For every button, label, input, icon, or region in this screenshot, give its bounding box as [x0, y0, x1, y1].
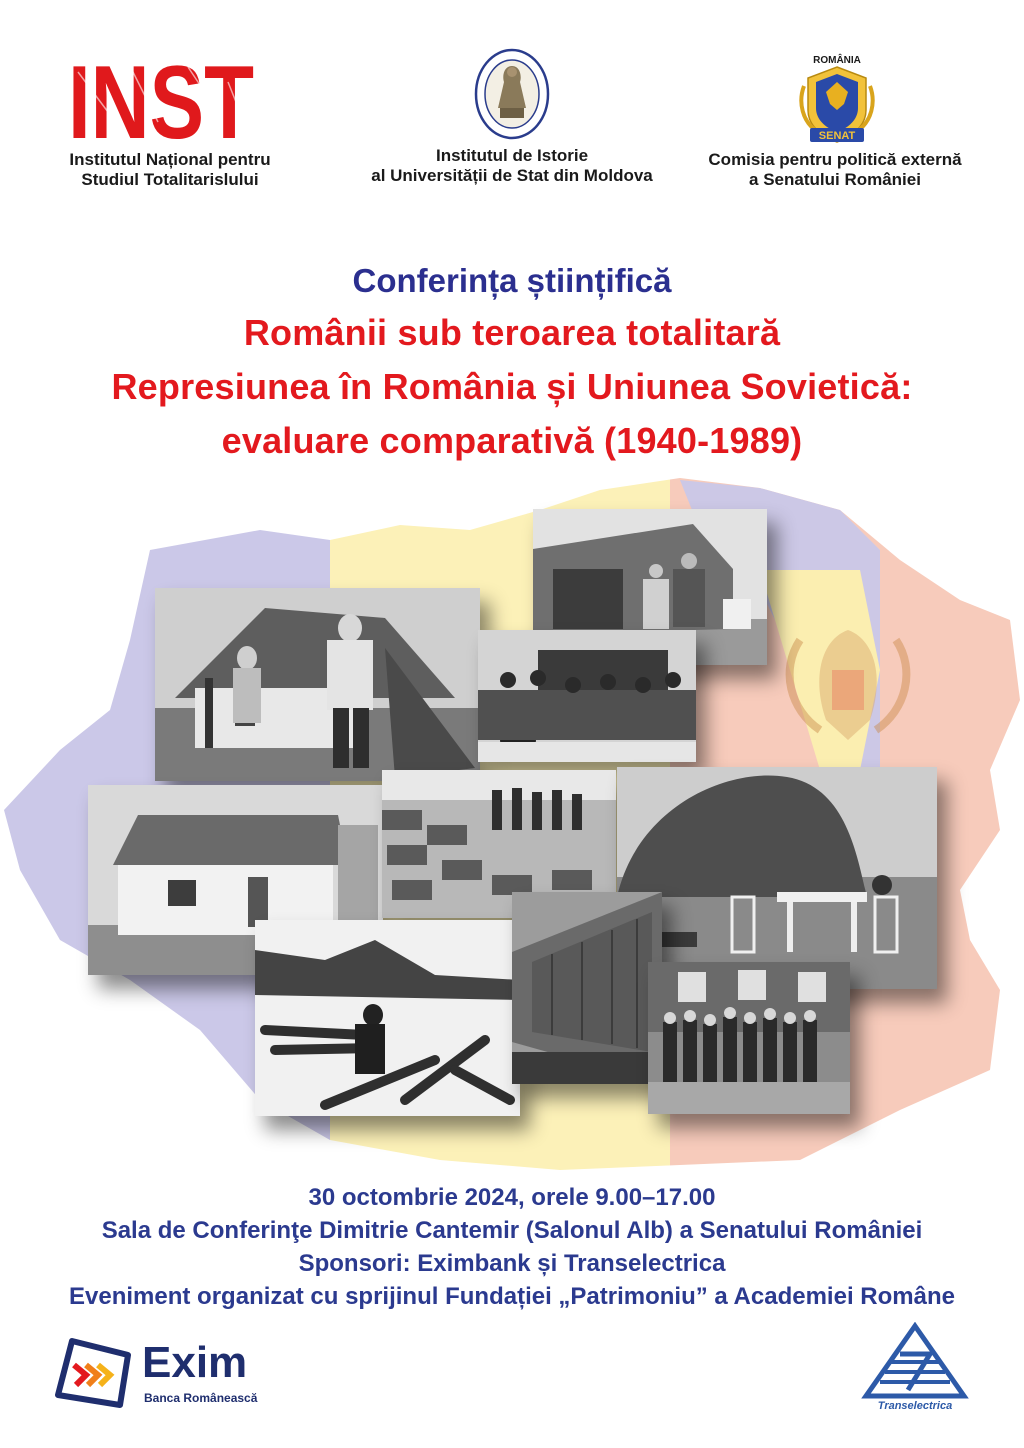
- exim-brand-subtitle: Banca Românească: [144, 1391, 258, 1405]
- photo-railway-wagons: [512, 892, 662, 1084]
- svg-text:INST: INST: [68, 52, 254, 144]
- event-support: Eveniment organizat cu sprijinul Fundației „Patrimoniu” a Academiei Române: [69, 1283, 955, 1310]
- event-date: 30 octombrie 2024, orele 9.00–17.00: [308, 1184, 716, 1211]
- partner-inst-line2: Studiul Totalitarislului: [81, 170, 259, 189]
- conference-title-line2: Represiunea în România și Uniunea Sovietică:: [111, 366, 913, 407]
- event-sponsors: Sponsori: Eximbank și Transelectrica: [298, 1250, 726, 1277]
- exim-brand-name: Exim: [142, 1338, 248, 1387]
- inst-logo-graphic: [68, 52, 258, 144]
- senat-logo: [796, 52, 878, 146]
- exim-logo: [52, 1337, 272, 1409]
- transelectrica-triangle-icon: [860, 1322, 970, 1400]
- photo-group-with-car: [478, 630, 696, 762]
- svg-text:SENAT: SENAT: [818, 130, 856, 142]
- partner-senate-line1: Comisia pentru politică externă: [708, 150, 962, 169]
- partner-university-line2: al Universității de Stat din Moldova: [371, 166, 653, 185]
- event-venue: Sala de Conferinţe Dimitrie Cantemir (Salonul Alb) a Senatului României: [101, 1217, 923, 1244]
- transelectrica-name: Transelectrica: [877, 1400, 953, 1412]
- partner-university-line1: Institutul de Istorie: [435, 146, 589, 165]
- logo-inst: [68, 52, 258, 144]
- photo-logging-in-snow: [255, 920, 520, 1116]
- photo-deportees-by-hut: [155, 588, 480, 781]
- partner-inst-name: [40, 150, 300, 190]
- university-seal-logo: [474, 48, 550, 140]
- conference-title-line1: Românii sub teroarea totalitară: [243, 312, 781, 353]
- partner-inst-line1: Institutul Național pentru: [69, 150, 271, 169]
- conference-kicker: Conferința științifică: [352, 262, 672, 299]
- partner-university-name: [352, 146, 672, 186]
- svg-text:ROMÂNIA: ROMÂNIA: [813, 55, 861, 66]
- partner-senate-name: [680, 150, 990, 190]
- partner-senate-line2: a Senatului României: [749, 170, 921, 189]
- photo-haystack-table: [617, 767, 937, 989]
- exim-chevron-icon: [52, 1337, 132, 1409]
- transelectrica-logo: [860, 1322, 970, 1414]
- conference-title-line3: evaluare comparativă (1940-1989): [221, 420, 803, 461]
- photo-family-wooden-house: [648, 962, 850, 1114]
